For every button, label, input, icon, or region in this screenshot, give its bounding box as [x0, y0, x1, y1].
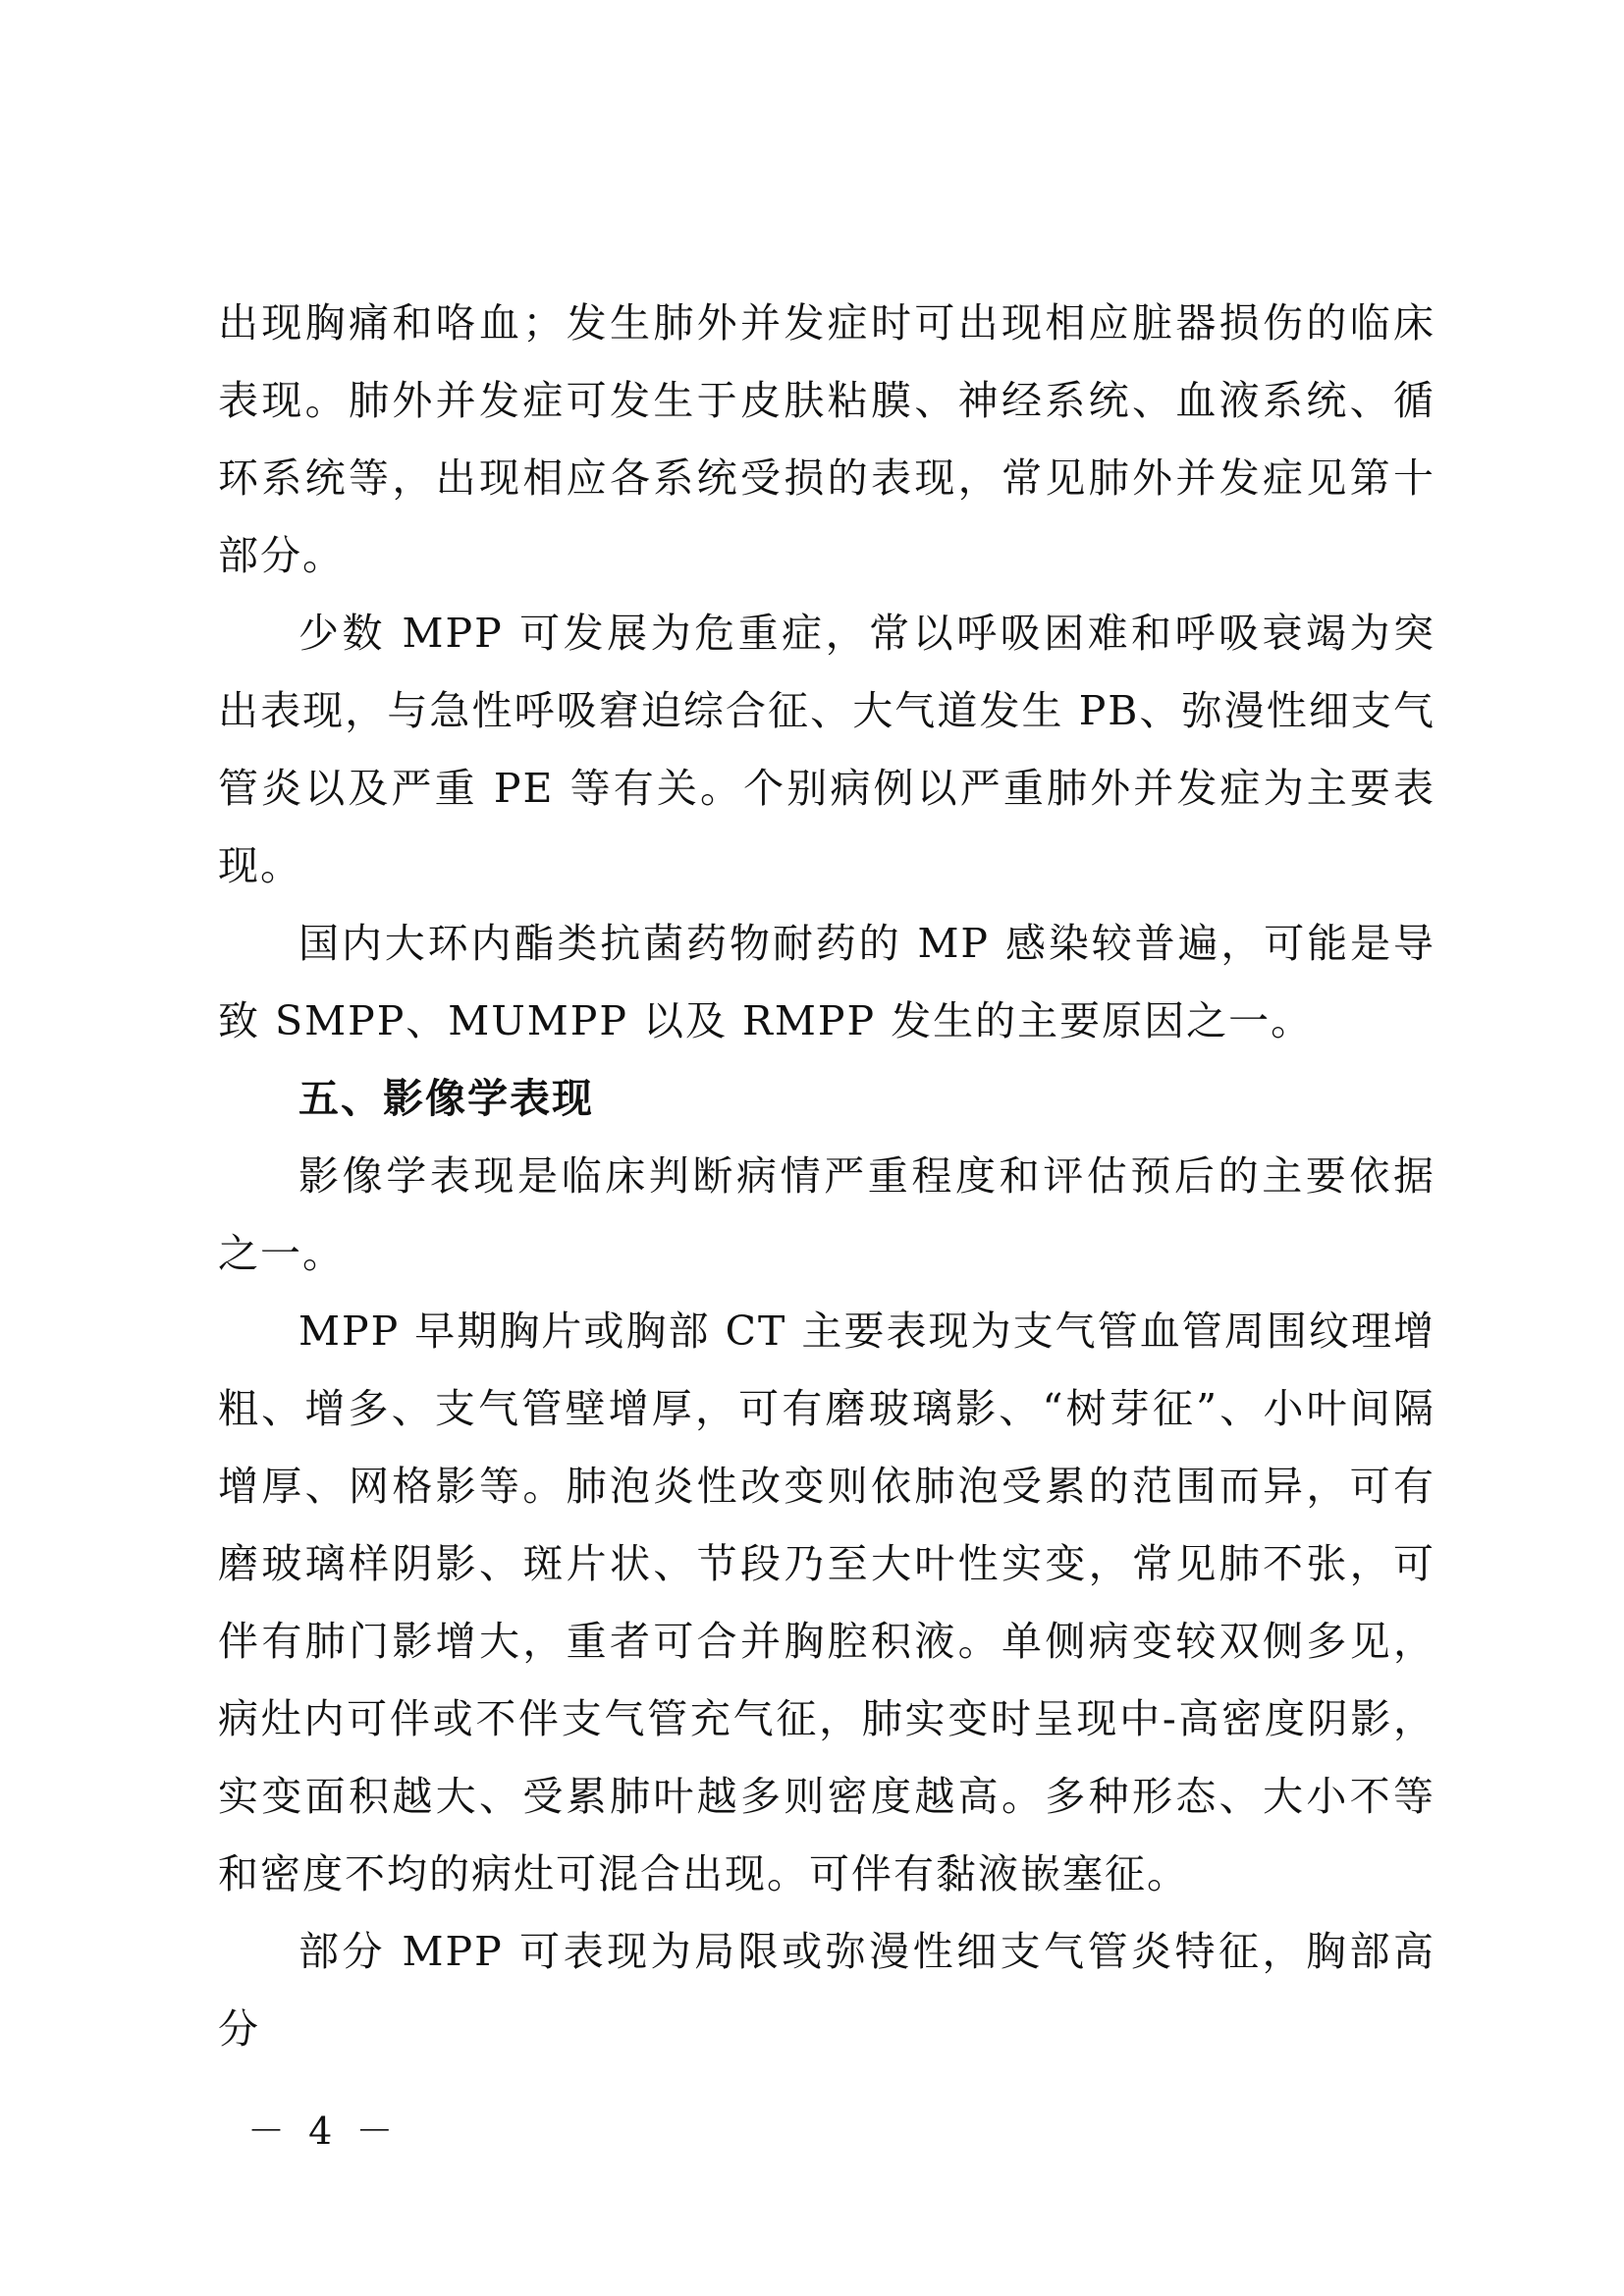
- paragraph-imaging-intro: 影像学表现是临床判断病情严重程度和评估预后的主要依据之一。: [218, 1152, 1435, 1277]
- page-body: [218, 285, 1435, 2068]
- paragraph-continued: 出现胸痛和咯血；发生肺外并发症时可出现相应脏器损伤的临床表现。肺外并发症可发生于皮肤粘膜、神经系统、血液系统、循环系统等，出现相应各系统受损的表现，常见肺外并发症见第十部分。: [218, 299, 1435, 579]
- paragraph-macrolide-resistance: 国内大环内酯类抗菌药物耐药的 MP 感染较普遍，可能是导致 SMPP、MUMPP 以及 RMPP 发生的主要原因之一。: [218, 920, 1435, 1044]
- section-heading-imaging: 五、影像学表现: [298, 1075, 594, 1122]
- paragraph-severe-cases: 少数 MPP 可发展为危重症，常以呼吸困难和呼吸衰竭为突出表现，与急性呼吸窘迫综合征、大气道发生 PB、弥漫性细支气管炎以及严重 PE 等有关。个别病例以严重肺外并发症为主要表现。: [218, 610, 1435, 889]
- page-number: － 4 －: [247, 2109, 400, 2153]
- paragraph-imaging-findings: MPP 早期胸片或胸部 CT 主要表现为支气管血管周围纹理增粗、增多、支气管壁增厚，可有磨玻璃影、“树芽征”、小叶间隔增厚、网格影等。肺泡炎性改变则依肺泡受累的范围而异，可有磨玻璃样阴影、斑片状、节段乃至大叶性实变，常见肺不张，可伴有肺门影增大，重者可合并胸腔积液。单侧病变较双侧多见，病灶内可伴或不伴支气管充气征，肺实变时呈现中-高密度阴影，实变面积越大、受累肺叶越多则密度越高。多种形态、大小不等和密度不均的病灶可混合出现。可伴有黏液嵌塞征。: [218, 1308, 1435, 1897]
- paragraph-bronchiolitis: 部分 MPP 可表现为局限或弥漫性细支气管炎特征，胸部高分: [218, 1928, 1435, 2053]
